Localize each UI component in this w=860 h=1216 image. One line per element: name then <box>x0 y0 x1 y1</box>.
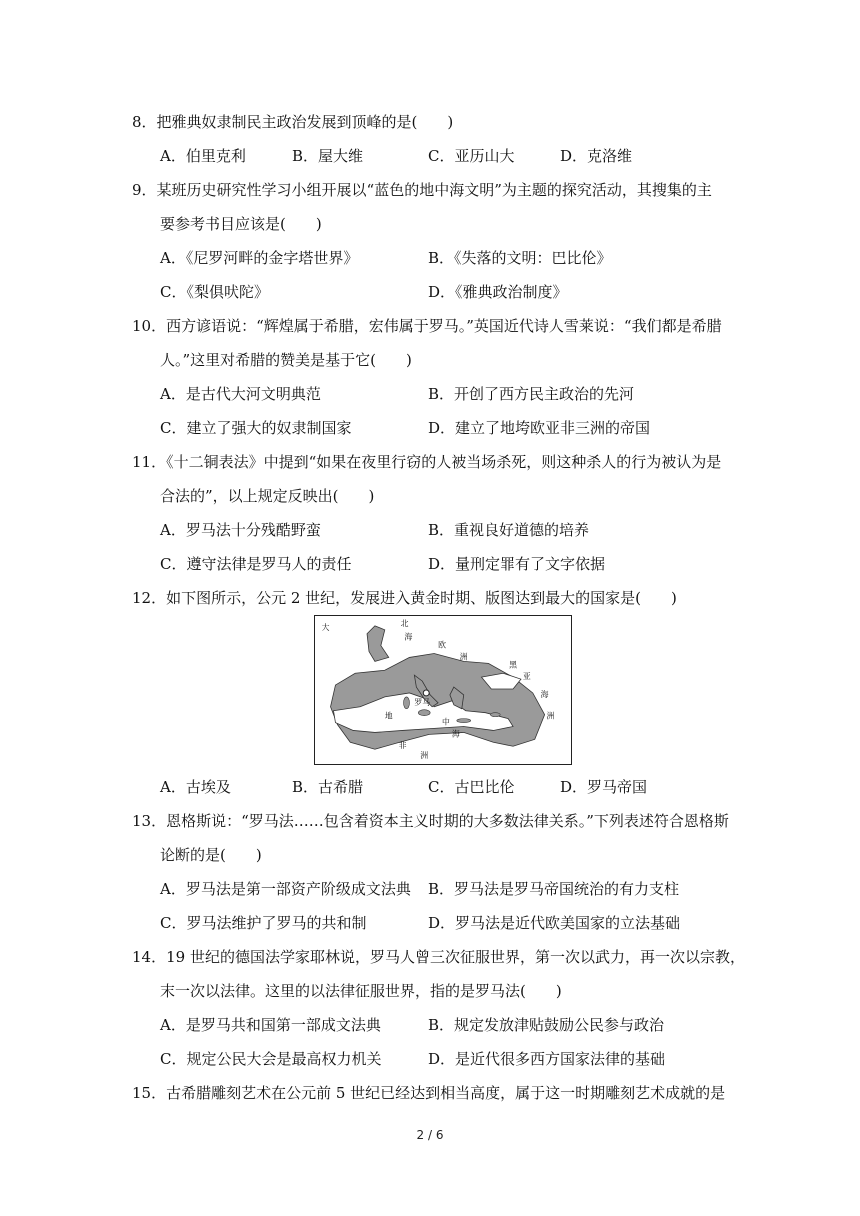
question-8-option-c: C．亚历山大 <box>428 147 515 165</box>
map-label-12: 海 <box>451 729 460 739</box>
question-13-option-c: C．罗马法维护了罗马的共和制 <box>160 914 367 932</box>
question-10-option-c: C．建立了强大的奴隶制国家 <box>160 419 352 437</box>
question-10-stem-line1: 10．西方谚语说：“辉煌属于希腊，宏伟属于罗马。”英国近代诗人雪莱说：“我们都是希腊 <box>132 317 722 335</box>
britain <box>367 626 389 662</box>
question-10-option-a: A．是古代大河文明典范 <box>160 385 321 403</box>
map-label-11: 中 <box>442 717 450 727</box>
question-11-option-c: C．遵守法律是罗马人的责任 <box>160 555 352 573</box>
question-13-stem-line2: 论断的是( ) <box>160 846 262 864</box>
question-12-option-d: D．罗马帝国 <box>560 778 648 796</box>
question-14-stem-line1: 14．19 世纪的德国法学家耶林说，罗马人曾三次征服世界，第一次以武力，再一次以宗教， <box>132 948 745 966</box>
question-8-option-d: D．克洛维 <box>560 147 633 165</box>
question-10-option-b: B．开创了西方民主政治的先河 <box>428 385 635 403</box>
map-label-9: 罗马 <box>414 697 431 707</box>
question-9-option-d: D．《雅典政治制度》 <box>428 283 568 301</box>
map-label-14: 非 <box>398 741 407 751</box>
question-14-stem-line2: 末一次以法律。这里的以法律征服世界，指的是罗马法( ) <box>160 982 562 1000</box>
roman-empire-map <box>314 615 572 765</box>
question-8-stem: 8．把雅典奴隶制民主政治发展到顶峰的是( ) <box>132 113 454 131</box>
question-10-stem-line2: 人。”这里对希腊的赞美是基于它( ) <box>160 351 412 369</box>
map-label-10: 地 <box>384 711 393 721</box>
question-9-option-b: B．《失落的文明：巴比伦》 <box>428 249 612 267</box>
map-label-6: 黑 <box>509 660 517 670</box>
question-13-option-a: A．罗马法是第一部资产阶级成文法典 <box>160 880 411 898</box>
question-12-option-c: C．古巴比伦 <box>428 778 515 796</box>
map-label-2: 北 <box>400 618 409 628</box>
question-14-option-b: B．规定发放津贴鼓励公民参与政治 <box>428 1016 665 1034</box>
question-12-option-a: A．古埃及 <box>160 778 231 796</box>
island-sicily <box>418 710 430 716</box>
map-label-15: 洲 <box>420 751 429 761</box>
question-13-option-d: D．罗马法是近代欧美国家的立法基础 <box>428 914 681 932</box>
question-12-stem: 12．如下图所示，公元 2 世纪，发展进入黄金时期、版图达到最大的国家是( ) <box>132 589 677 607</box>
question-14-option-d: D．是近代很多西方国家法律的基础 <box>428 1050 666 1068</box>
map-label-7: 亚 <box>522 672 531 682</box>
map-label-4: 欧 <box>438 640 446 650</box>
island-cyprus <box>490 713 500 717</box>
question-11-option-d: D．量刑定罪有了文字依据 <box>428 555 606 573</box>
question-9-stem-line2: 要参考书目应该是( ) <box>160 215 322 233</box>
question-12-option-b: B．古希腊 <box>292 778 364 796</box>
question-9-option-c: C．《梨俱吠陀》 <box>160 283 269 301</box>
question-10-option-d: D．建立了地垮欧亚非三洲的帝国 <box>428 419 651 437</box>
question-13-stem-line1: 13．恩格斯说：“罗马法……包含着资本主义时期的大多数法律关系。”下列表述符合恩格斯 <box>132 812 729 830</box>
map-label-13: 洲 <box>546 711 555 721</box>
rome-marker <box>423 690 429 696</box>
map-label-8: 海 <box>540 689 549 699</box>
question-9-stem-line1: 9．某班历史研究性学习小组开展以“蓝色的地中海文明”为主题的探究活动，其搜集的主 <box>132 181 712 199</box>
question-9-option-a: A．《尼罗河畔的金字塔世界》 <box>160 249 359 267</box>
question-8-option-b: B．屋大维 <box>292 147 364 165</box>
question-11-stem-line1: 11．《十二铜表法》中提到“如果在夜里行窃的人被当场杀死，则这种杀人的行为被认为是 <box>132 453 722 471</box>
question-11-option-b: B．重视良好道德的培养 <box>428 521 590 539</box>
map-label-5: 洲 <box>459 652 468 662</box>
question-11-stem-line2: 合法的”，以上规定反映出( ) <box>160 487 375 505</box>
question-14-option-c: C．规定公民大会是最高权力机关 <box>160 1050 382 1068</box>
island-crete <box>457 719 471 723</box>
page-number: 2 / 6 <box>416 1128 444 1142</box>
question-13-option-b: B．罗马法是罗马帝国统治的有力支柱 <box>428 880 680 898</box>
question-11-option-a: A．罗马法十分残酷野蛮 <box>160 521 321 539</box>
map-label-3: 海 <box>404 632 413 642</box>
question-14-option-a: A．是罗马共和国第一部成文法典 <box>160 1016 381 1034</box>
map-label-1: 大 <box>321 622 330 632</box>
question-15-stem: 15．古希腊雕刻艺术在公元前 5 世纪已经达到相当高度，属于这一时期雕刻艺术成就的是 <box>132 1084 726 1102</box>
island-sardinia <box>404 697 410 709</box>
question-8-option-a: A．伯里克利 <box>160 147 246 165</box>
